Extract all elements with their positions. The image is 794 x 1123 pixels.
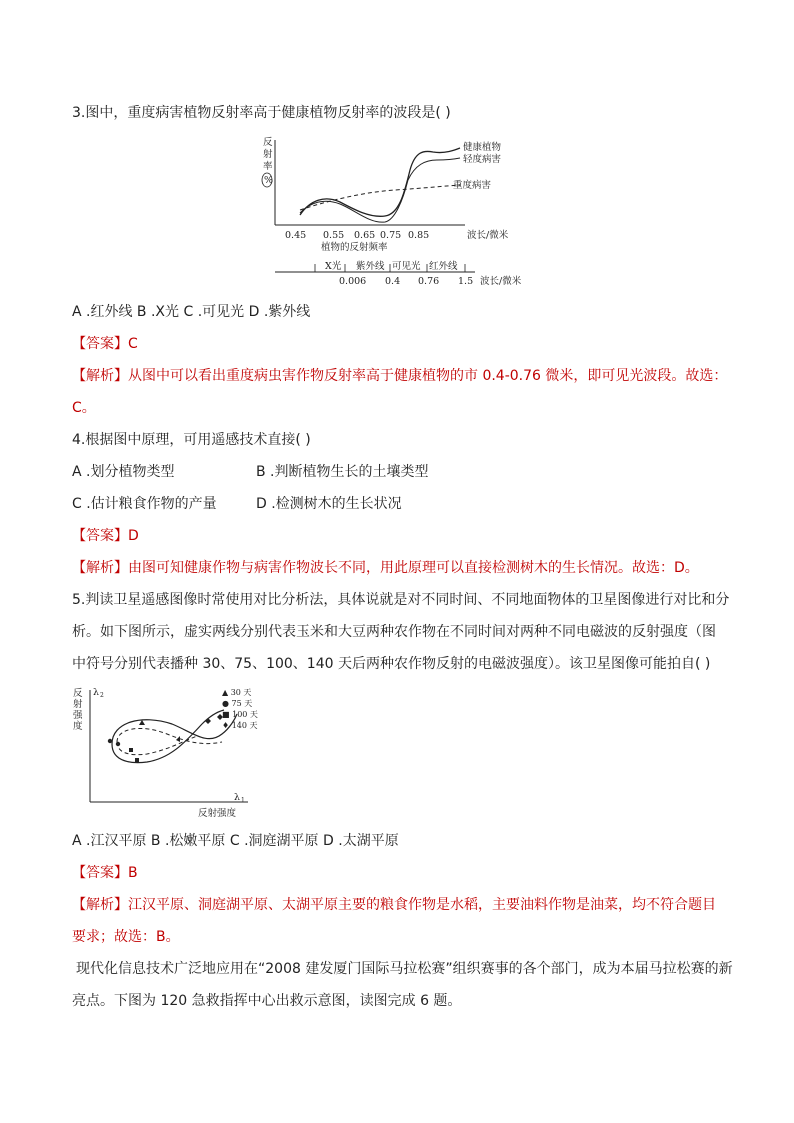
- q4-option-a: A .划分植物类型: [72, 464, 175, 480]
- healthy-plant-curve: [300, 148, 460, 216]
- q4-option-b: B .判断植物生长的土壤类型: [256, 464, 429, 480]
- q4-answer: [72, 526, 139, 546]
- y-label-1: 反: [73, 688, 83, 699]
- q5-stem-3: 中符号分别代表播种 30、75、100、140 天后两种农作物反射的电磁波强度）。该卫星图像可能拍自( ): [72, 656, 711, 672]
- y-unit: %: [264, 175, 274, 186]
- band-tick: 0.76: [418, 276, 440, 287]
- y-label-2: 射: [73, 699, 83, 710]
- passage-line-2: 亮点。下图为 120 急救指挥中心出救示意图，读图完成 6 题。: [72, 993, 462, 1009]
- q4-analysis: [72, 558, 699, 578]
- q5-stem-2: 析。如下图所示，虚实两线分别代表玉米和大豆两种农作物在不同时间对两种不同电磁波的反射强度（图: [72, 624, 716, 640]
- q3-question: 3.图中，重度病害植物反射率高于健康植物反射率的波段是( ): [72, 105, 451, 121]
- q4-option-c: C .估计粮食作物的产量: [72, 496, 217, 512]
- x-tick: 0.75: [380, 230, 402, 241]
- legend-healthy: 健康植物: [463, 142, 502, 153]
- reflectance-intensity-figure: [72, 684, 282, 820]
- analysis-text: 从图中可以看出重度病虫害作物反射率高于健康植物的市 0.4-0.76 微米，即可见光波段。故选：: [128, 368, 728, 384]
- analysis-text: 由图可知健康作物与病害作物波长不同，用此原理可以直接检测树木的生长情况。故选：D。: [128, 560, 699, 576]
- q4-question: 4.根据图中原理，可用遥感技术直接( ): [72, 432, 311, 448]
- marker-30-day: [139, 720, 145, 725]
- analysis-tag: 【解析】: [72, 897, 128, 913]
- q3-options: A .红外线 B .X光 C .可见光 D .紫外线: [72, 304, 311, 320]
- x-tick: 0.45: [285, 230, 307, 241]
- legend-30: ▲ 30 天: [222, 688, 252, 697]
- severe-disease-curve: [300, 185, 460, 210]
- chart-caption: 植物的反射频率: [321, 242, 388, 253]
- marker-140-day: [205, 718, 211, 724]
- x-tick: 0.65: [354, 230, 376, 241]
- y-label-4: 度: [73, 721, 83, 732]
- band-infrared: 红外线: [429, 261, 458, 272]
- answer-value: B: [128, 865, 138, 881]
- y-label-1: 反: [263, 137, 273, 148]
- analysis-text: 江汉平原、洞庭湖平原、太湖平原主要的粮食作物是水稻，主要油料作物是油菜，均不符合题目: [128, 897, 716, 913]
- x-tick: 0.85: [408, 230, 430, 241]
- marker-100-day: [129, 748, 133, 752]
- legend-140: ♦ 140 天: [222, 721, 258, 730]
- legend-mild: 轻度病害: [463, 154, 502, 165]
- passage-line-1: 现代化信息技术广泛地应用在“2008 建发厦门国际马拉松赛”组织赛事的各个部门，成为本届马拉松赛的新: [76, 961, 733, 977]
- band-visible: 可见光: [392, 261, 421, 272]
- analysis-tag: 【解析】: [72, 368, 128, 384]
- x-tick: 0.55: [323, 230, 345, 241]
- answer-value: D: [128, 528, 139, 544]
- arrow-head: [176, 736, 180, 742]
- y-label-3: 率: [263, 161, 273, 172]
- y-label-2: 射: [263, 149, 273, 160]
- legend-75: ● 75 天: [222, 699, 253, 708]
- answer-tag: 【答案】: [72, 528, 128, 544]
- intensity-chart: [72, 684, 282, 820]
- q5-answer: [72, 863, 138, 883]
- band-tick: 1.5: [458, 276, 474, 287]
- answer-tag: 【答案】: [72, 865, 128, 881]
- legend-severe: 重度病害: [453, 180, 492, 191]
- mild-disease-curve: [300, 158, 460, 222]
- marker-100-day: [135, 758, 139, 762]
- answer-tag: 【答案】: [72, 336, 128, 352]
- q4-option-d: D .检测树木的生长状况: [256, 496, 402, 512]
- band-unit: 波长/微米: [480, 276, 522, 287]
- x-axis-sub: 1: [241, 797, 245, 804]
- band-tick: 0.4: [385, 276, 401, 287]
- q3-analysis-2: C。: [72, 400, 96, 416]
- q5-analysis-2: 要求；故选：B。: [72, 929, 180, 945]
- legend-100: ■ 100 天: [222, 710, 258, 719]
- marker-75-day: [116, 742, 120, 746]
- q5-options: A .江汉平原 B .松嫩平原 C .洞庭湖平原 D .太湖平原: [72, 833, 399, 849]
- reflectance-chart: [255, 130, 545, 290]
- x-label: 反射强度: [198, 808, 237, 819]
- analysis-tag: 【解析】: [72, 560, 128, 576]
- y-axis-sub: 2: [100, 692, 104, 699]
- q3-answer: [72, 334, 138, 354]
- q5-analysis-1: [72, 895, 716, 915]
- y-axis-symbol: λ: [93, 687, 100, 698]
- q3-analysis-1: [72, 366, 727, 386]
- band-uv: 紫外线: [356, 261, 385, 272]
- marker-75-day: [108, 739, 112, 743]
- x-unit: 波长/微米: [467, 230, 509, 241]
- y-label-3: 强: [73, 710, 83, 721]
- answer-value: C: [128, 336, 138, 352]
- x-axis-symbol: λ: [234, 792, 241, 803]
- q5-stem-1: 5.判读卫星遥感图像时常使用对比分析法，具体说就是对不同时间、不同地面物体的卫星图像进行对比和分: [72, 592, 730, 608]
- band-tick: 0.006: [339, 276, 367, 287]
- reflectance-figure: [255, 130, 545, 290]
- band-xray: X光: [325, 261, 342, 272]
